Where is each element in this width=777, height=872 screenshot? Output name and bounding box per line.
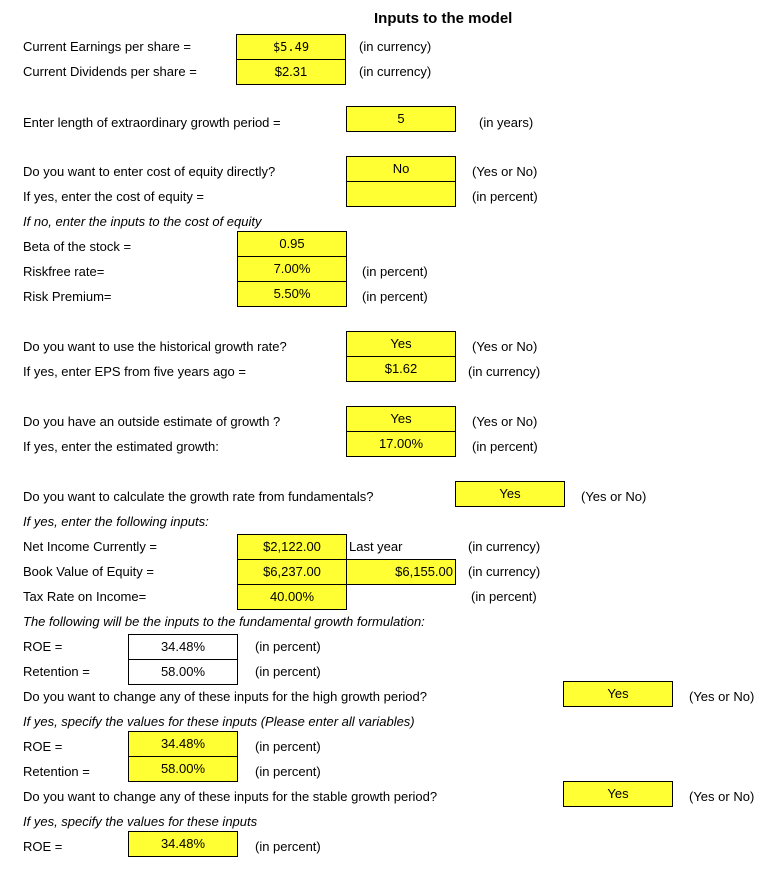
book-value-label: Book Value of Equity = (23, 564, 154, 579)
stable-specify-note: If yes, specify the values for these inputs (23, 814, 258, 829)
retention-calc-unit: (in percent) (255, 664, 321, 679)
growth-period-unit: (in years) (479, 115, 534, 130)
coe-value-input[interactable] (346, 181, 456, 207)
coe-direct-unit: (Yes or No) (472, 164, 538, 179)
riskfree-label: Riskfree rate= (23, 264, 105, 279)
stable-roe-input[interactable]: 34.48% (128, 831, 238, 857)
est-growth-label: If yes, enter the estimated growth: (23, 439, 219, 454)
hist-growth-unit: (Yes or No) (472, 339, 538, 354)
tax-rate-unit: (in percent) (471, 589, 537, 604)
coe-direct-label: Do you want to enter cost of equity directly? (23, 164, 276, 179)
book-value-input[interactable]: $6,237.00 (237, 559, 347, 585)
dps-input[interactable]: $2.31 (236, 59, 346, 85)
est-growth-input[interactable]: 17.00% (346, 431, 456, 457)
book-value-unit: (in currency) (468, 564, 541, 579)
retention-calc-value: 58.00% (128, 659, 238, 685)
dps-unit: (in currency) (359, 64, 432, 79)
risk-premium-label: Risk Premium= (23, 289, 112, 304)
high-retention-unit: (in percent) (255, 764, 321, 779)
risk-premium-unit: (in percent) (362, 289, 428, 304)
page-title: Inputs to the model (374, 10, 513, 27)
eps-5y-label: If yes, enter EPS from five years ago = (23, 364, 246, 379)
outside-growth-unit: (Yes or No) (472, 414, 538, 429)
dps-label: Current Dividends per share = (23, 64, 197, 79)
riskfree-unit: (in percent) (362, 264, 428, 279)
fund-formulation-note: The following will be the inputs to the fundamental growth formulation: (23, 614, 425, 629)
high-roe-label: ROE = (23, 739, 63, 754)
net-income-label: Net Income Currently = (23, 539, 158, 554)
est-growth-unit: (in percent) (472, 439, 538, 454)
coe-inputs-note: If no, enter the inputs to the cost of equity (23, 214, 262, 229)
fund-growth-input[interactable]: Yes (455, 481, 565, 507)
roe-calc-label: ROE = (23, 639, 63, 654)
coe-direct-input[interactable]: No (346, 156, 456, 182)
high-change-input[interactable]: Yes (563, 681, 673, 707)
following-inputs-note: If yes, enter the following inputs: (23, 514, 209, 529)
retention-calc-label: Retention = (23, 664, 90, 679)
outside-growth-input[interactable]: Yes (346, 406, 456, 432)
fund-growth-unit: (Yes or No) (581, 489, 647, 504)
fund-growth-label: Do you want to calculate the growth rate from fundamentals? (23, 489, 374, 504)
stable-change-input[interactable]: Yes (563, 781, 673, 807)
high-retention-input[interactable]: 58.00% (128, 756, 238, 782)
eps-5y-input[interactable]: $1.62 (346, 356, 456, 382)
tax-rate-input[interactable]: 40.00% (237, 584, 347, 610)
coe-value-unit: (in percent) (472, 189, 538, 204)
high-change-label: Do you want to change any of these inputs for the high growth period? (23, 689, 427, 704)
eps-label: Current Earnings per share = (23, 39, 192, 54)
eps-input[interactable]: $5.49 (236, 34, 346, 60)
risk-premium-input[interactable]: 5.50% (237, 281, 347, 307)
high-roe-unit: (in percent) (255, 739, 321, 754)
growth-period-label: Enter length of extraordinary growth period = (23, 115, 281, 130)
high-change-unit: (Yes or No) (689, 689, 755, 704)
high-retention-label: Retention = (23, 764, 90, 779)
high-roe-input[interactable]: 34.48% (128, 731, 238, 757)
book-value-last-input[interactable]: $6,155.00 (346, 559, 456, 585)
high-specify-note: If yes, specify the values for these inputs (Please enter all variables) (23, 714, 415, 729)
last-year-label: Last year (349, 539, 403, 554)
beta-label: Beta of the stock = (23, 239, 132, 254)
stable-change-label: Do you want to change any of these inputs for the stable growth period? (23, 789, 438, 804)
roe-calc-value: 34.48% (128, 634, 238, 660)
growth-period-input[interactable]: 5 (346, 106, 456, 132)
roe-calc-unit: (in percent) (255, 639, 321, 654)
beta-input[interactable]: 0.95 (237, 231, 347, 257)
net-income-input[interactable]: $2,122.00 (237, 534, 347, 560)
net-income-unit: (in currency) (468, 539, 541, 554)
hist-growth-label: Do you want to use the historical growth rate? (23, 339, 287, 354)
outside-growth-label: Do you have an outside estimate of growth ? (23, 414, 281, 429)
stable-roe-unit: (in percent) (255, 839, 321, 854)
stable-change-unit: (Yes or No) (689, 789, 755, 804)
stable-roe-label: ROE = (23, 839, 63, 854)
eps-5y-unit: (in currency) (468, 364, 541, 379)
riskfree-input[interactable]: 7.00% (237, 256, 347, 282)
tax-rate-label: Tax Rate on Income= (23, 589, 147, 604)
coe-enter-label: If yes, enter the cost of equity = (23, 189, 205, 204)
hist-growth-input[interactable]: Yes (346, 331, 456, 357)
eps-unit: (in currency) (359, 39, 432, 54)
